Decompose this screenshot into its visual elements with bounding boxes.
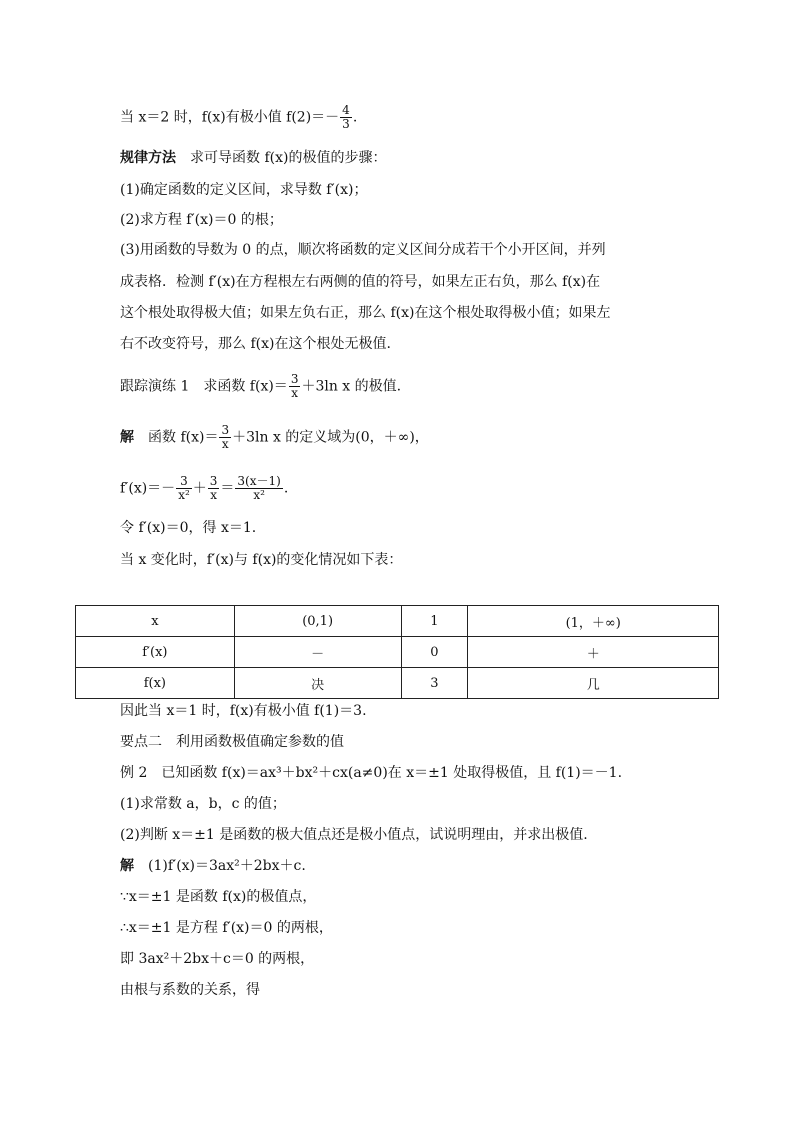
- fraction-3-x2: $\frac{3}{\text{x²}}$: [178, 474, 190, 502]
- variation-table: [75, 605, 719, 699]
- table-cell: f(x): [76, 668, 235, 699]
- table-cell: 0: [401, 637, 468, 668]
- conclusion-line: 因此当 x＝1 时，f(x)有极小值 f(1)＝3.: [120, 703, 367, 719]
- question-2-line: (2)判断 x＝±1 是函数的极大值点还是极小值点，试说明理由，并求出极值.: [120, 827, 588, 843]
- table-row: [76, 606, 719, 637]
- table-row: [76, 637, 719, 668]
- table-cell: (1，＋∞): [468, 606, 719, 637]
- table-cell: ＋: [468, 637, 719, 668]
- method-step-3a: (3)用函数的导数为 0 的点，顺次将函数的定义区间分成若干个小开区间，并列: [120, 242, 606, 258]
- method-step-1: (1)确定函数的定义区间，求导数 f′(x)；: [120, 182, 368, 198]
- method-step-2: (2)求方程 f′(x)＝0 的根；: [120, 212, 283, 228]
- question-1-line: (1)求常数 a，b，c 的值；: [120, 796, 286, 812]
- key-point-heading: 要点二 利用函数极值确定参数的值: [120, 734, 344, 750]
- table-cell: 1: [401, 606, 468, 637]
- therefore-line: ∴x＝±1 是方程 f′(x)＝0 的两根，: [120, 920, 333, 936]
- fraction-3-x: $\frac{3}{x}$: [290, 372, 299, 400]
- method-step-3b: 成表格．检测 f′(x)在方程根左右两侧的值的符号，如果左正右负，那么 f(x)在: [120, 274, 601, 290]
- table-row: [76, 668, 719, 699]
- table-cell: 几: [468, 668, 719, 699]
- relation-line: 由根与系数的关系，得: [120, 982, 260, 998]
- fraction-3-x: $\frac{3}{x}$: [221, 423, 230, 451]
- ie-line: 即 3ax²＋2bx＋c＝0 的两根，: [120, 951, 315, 967]
- fraction-4-3: $\frac{4}{3}$: [342, 103, 350, 131]
- table-intro-line: 当 x 变化时，f′(x)与 f(x)的变化情况如下表：: [120, 552, 403, 568]
- since-line: ∵x＝±1 是函数 f(x)的极值点，: [120, 889, 317, 905]
- line-min-value: 当 x＝2 时，f(x)有极小值 f(2)＝－ $\frac{4}{3}$ .: [120, 103, 358, 131]
- method-step-3d: 右不改变符号，那么 f(x)在这个根处无极值.: [120, 336, 391, 352]
- table-cell: 3: [401, 668, 468, 699]
- set-zero-line: 令 f′(x)＝0，得 x＝1.: [120, 520, 257, 536]
- table-cell: (0,1): [234, 606, 401, 637]
- table-cell: 决: [234, 668, 401, 699]
- solution-2-line: 解 (1)f′(x)＝3ax²＋2bx＋c.: [120, 858, 306, 874]
- practice-heading: 跟踪演练 1 求函数 f(x)＝ $\frac{3}{x}$ ＋3ln x 的极值.: [120, 372, 402, 400]
- table-cell: x: [76, 606, 235, 637]
- method-heading: 规律方法 求可导函数 f(x)的极值的步骤：: [120, 150, 387, 166]
- method-step-3c: 这个根处取得极大值；如果左负右正，那么 f(x)在这个根处取得极小值；如果左: [120, 305, 611, 321]
- fraction-3-x: $\frac{3}{x}$: [209, 474, 218, 502]
- table-cell: －: [234, 637, 401, 668]
- fraction-result: $\frac{3(x-1)}{\text{x²}}$: [237, 474, 281, 502]
- example-2-line: 例 2 已知函数 f(x)＝ax³＋bx²＋cx(a≠0)在 x＝±1 处取得极值，且 f(1)＝－1.: [120, 765, 623, 781]
- derivative-line: f′(x)＝－ $\frac{3}{\text{x²}}$ ＋ $\frac{3}{x}$ ＝ $\frac{3(x-1)}{\text{x²}}$ .: [120, 474, 289, 502]
- solution-1-line: 解 函数 f(x)＝ $\frac{3}{x}$ ＋3ln x 的定义域为(0，＋∞)，: [120, 423, 429, 451]
- table-cell: f′(x): [76, 637, 235, 668]
